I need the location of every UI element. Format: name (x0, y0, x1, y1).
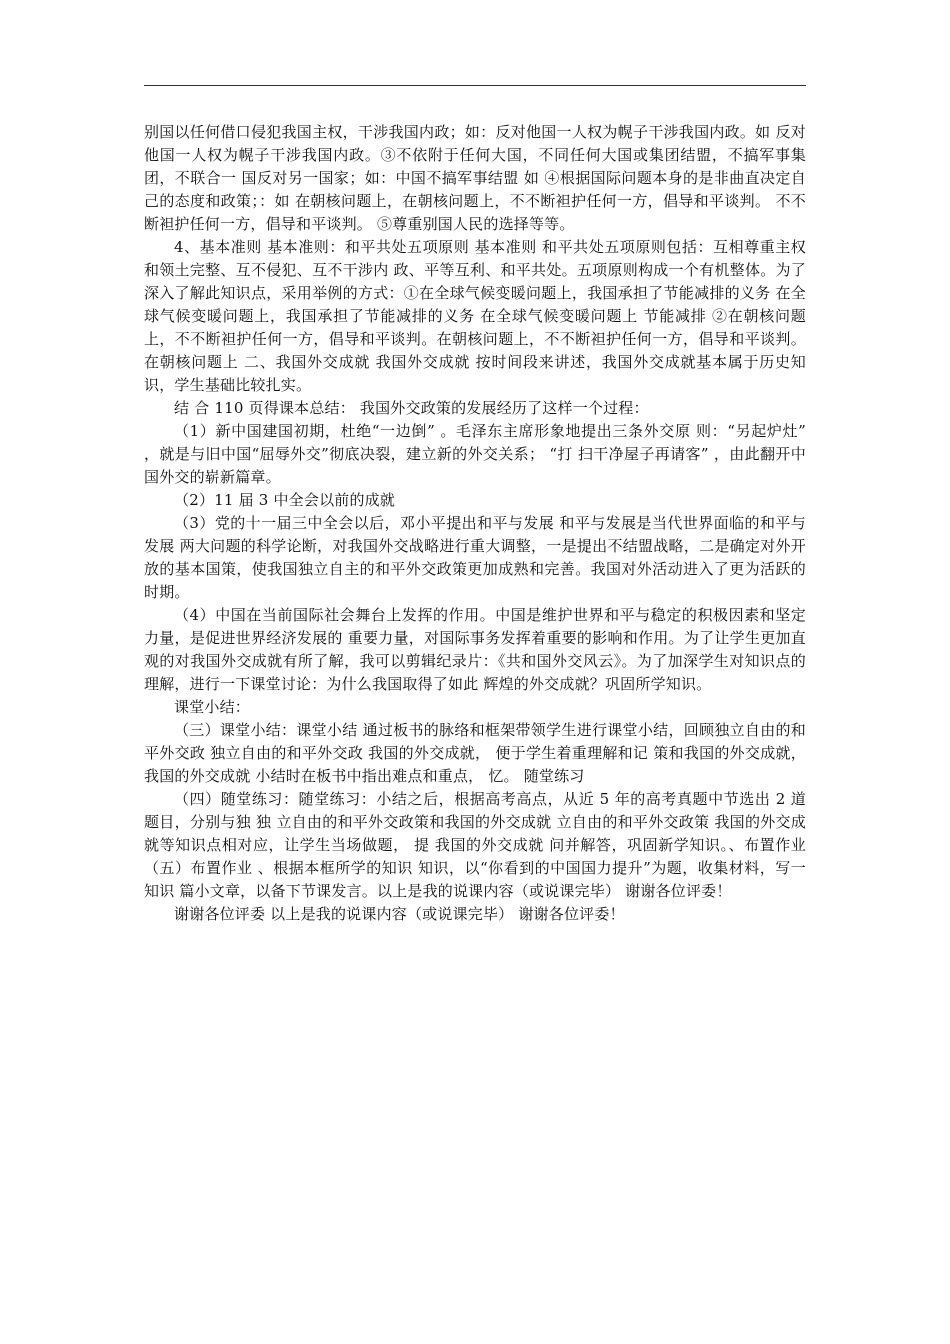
paragraph-stage-2: （2）11 届 3 中全会以前的成就 (174, 491, 396, 509)
header-divider (144, 85, 806, 86)
paragraph-class-summary-heading: 课堂小结： (174, 698, 251, 716)
paragraph-stage-1: （1）新中国建国初期，杜绝“一边倒” 。毛泽东主席形象地提出三条外交原 则：“另起炉灶” ，就是与旧中国“屈辱外交”彻底决裂，建立新的外交关系； “打 扫干净屋子再请客” ，由此翻开中国外交的崭新篇章。 (144, 422, 806, 486)
paragraph-stage-4: （4）中国在当前国际社会舞台上发挥的作用。中国是维护世界和平与稳定的积极因素和坚定力量，是促进世界经济发展的 重要力量，对国际事务发挥着重要的影响和作用。为了让学生更加直观的对我国外交成就有所了解，我可以剪辑纪录片：《共和国外交风云》。为了加深学生对知识点的理解，进行一下课堂讨论：为什么我国取得了如此 辉煌的外交成就？巩固所学知识。 (144, 606, 806, 693)
paragraph-summary-intro: 结 合 110 页得课本总结： 我国外交政策的发展经历了这样一个过程： (174, 399, 649, 417)
paragraph-closing: 谢谢各位评委 以上是我的说课内容（或说课完毕） 谢谢各位评委！ (174, 905, 625, 923)
paragraph-practice-homework: （四）随堂练习：随堂练习：小结之后，根据高考高点，从近 5 年的高考真题中节选出 2 道题目，分别与独 独 立自由的和平外交政策和我国的外交成就 立自由的和平外交政策 我国的外交成就等知识点相对应，让学生当场做题， 提 我国的外交成就 问并解答，巩固新学知识。、布置作业（五）布置作业 、根据本框所学的知识 知识，以“你看到的中国国力提升”为题，收集材料，写一 知识 篇小文章，以备下节课发言。以上是我的说课内容（或说课完毕） 谢谢各位评委！ (144, 790, 806, 900)
paragraph-class-summary: （三）课堂小结：课堂小结 通过板书的脉络和框架带领学生进行课堂小结，回顾独立自由的和平外交政 独立自由的和平外交政 我国的外交成就， 便于学生着重理解和记 策和我国的外交成就， 我国的外交成就 小结时在板书中指出难点和重点， 忆。 随堂练习 (144, 721, 806, 785)
paragraph-principles-continued: 别国以任何借口侵犯我国主权，干涉我国内政；如：反对他国一人权为幌子干涉我国内政。如 反对他国一人权为幌子干涉我国内政。③不依附于任何大国，不同任何大国或集团结盟，不搞军事集团，不联合一 国反对另一国家；如：中国不搞军事结盟 如 ④根据国际问题本身的是非曲直决定自己的态度和政策；：如 在朝核问题上，在朝核问题上，不不断袒护任何一方，倡导和平谈判。 不不断袒护任何一方，倡导和平谈判。 ⑤尊重别国人民的选择等等。 (144, 123, 806, 233)
document-body (144, 121, 806, 926)
paragraph-basic-principles: 4、基本准则 基本准则：和平共处五项原则 基本准则 和平共处五项原则包括：互相尊重主权和领土完整、互不侵犯、互不干涉内 政、平等互利、和平共处。五项原则构成一个有机整体。为了深入了解此知识点，采用举例的方式：①在全球气候变暖问题上，我国承担了节能减排的义务 在全球气候变暖问题上，我国承担了节能减排的义务 在全球气候变暖问题上 节能减排 ②在朝核问题上，不不断袒护任何一方，倡导和平谈判。在朝核问题上，不不断袒护任何一方，倡导和平谈判。在朝核问题上 二、我国外交成就 我国外交成就 按时间段来讲述，我国外交成就基本属于历史知识，学生基础比较扎实。 (144, 238, 806, 394)
paragraph-stage-3: （3）党的十一届三中全会以后，邓小平提出和平与发展 和平与发展是当代世界面临的和平与发展 两大问题的科学论断，对我国外交战略进行重大调整，一是提出不结盟战略，二是确定对外开放的基本国策，使我国独立自主的和平外交政策更加成熟和完善。我国对外活动进入了更为活跃的时期。 (144, 514, 806, 601)
